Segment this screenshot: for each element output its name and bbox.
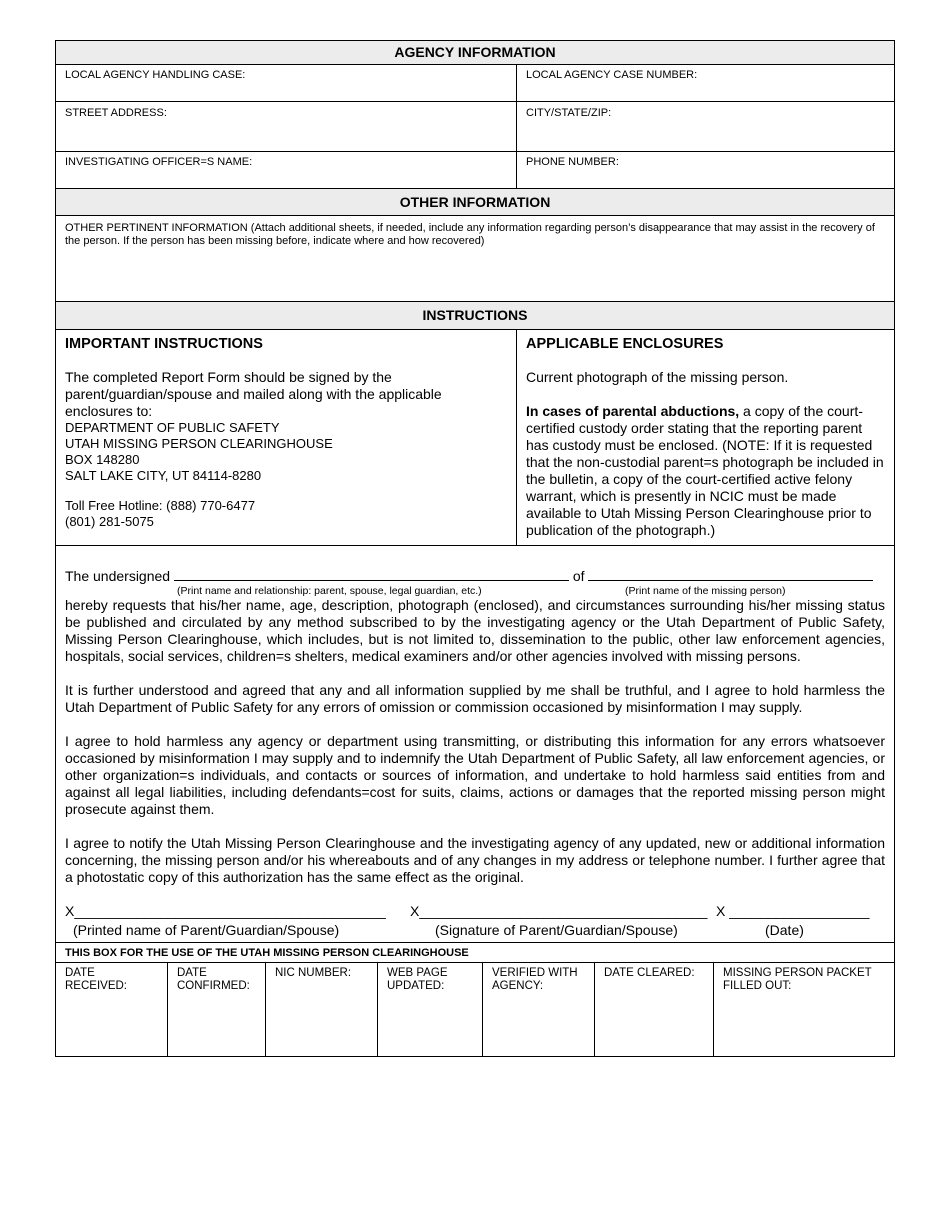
agency-header: AGENCY INFORMATION (56, 41, 894, 65)
blank-hints (65, 585, 885, 597)
signature-labels (65, 922, 885, 940)
clearinghouse-box (56, 963, 894, 1056)
undersigned-name-blank[interactable] (174, 567, 569, 581)
important-body: The completed Report Form should be signed by the parent/guardian/spouse and mailed along with the applicable enclosures to: (65, 369, 442, 419)
local-phone-text: (801) 281-5075 (65, 514, 154, 529)
authorization-section (56, 546, 894, 943)
important-instructions (56, 330, 517, 545)
address-line: UTAH MISSING PERSON CLEARINGHOUSE (65, 436, 333, 451)
date-line[interactable]: X __________________ (716, 903, 870, 919)
missing-person-form (55, 40, 895, 1057)
clearinghouse-box-title: THIS BOX FOR THE USE OF THE UTAH MISSING PERSON CLEARINGHOUSE (56, 943, 894, 963)
date-received-field[interactable]: DATE RECEIVED: (56, 963, 168, 1056)
photo-requirement: Current photograph of the missing person. (526, 369, 789, 385)
signature-label: (Signature of Parent/Guardian/Spouse) (435, 922, 678, 938)
important-title: IMPORTANT INSTRUCTIONS (65, 336, 263, 352)
missing-person-name-blank[interactable] (588, 567, 873, 581)
mailing-address (65, 420, 507, 484)
date-confirmed-field[interactable]: DATE CONFIRMED: (168, 963, 266, 1056)
parental-body-text: a copy of the court-certified custody order stating that the reporting parent has custody must be enclosed. (NOTE: If it is requested that the non-custodial parent=s photograph be included in the bulletin, a copy of the court-certified active felony warrant, which is presently in NCIC must be made available to Utah Missing Person Clearinghouse prior to publication of the photograph.) (526, 403, 884, 538)
date-label: (Date) (765, 922, 804, 938)
agency-row-2 (56, 102, 894, 152)
relationship-hint: (Print name and relationship: parent, spouse, legal guardian, etc.) (177, 585, 482, 597)
printed-name-label: (Printed name of Parent/Guardian/Spouse) (73, 922, 340, 938)
instructions-section (56, 330, 894, 546)
agency-row-1 (56, 65, 894, 102)
enclosures-title: APPLICABLE ENCLOSURES (526, 336, 724, 352)
officer-name-field[interactable]: INVESTIGATING OFFICER=S NAME: (56, 152, 517, 188)
phone-number-field[interactable]: PHONE NUMBER: (526, 156, 619, 168)
local-agency-field[interactable]: LOCAL AGENCY HANDLING CASE: (56, 65, 517, 101)
notification-paragraph: I agree to notify the Utah Missing Person Clearinghouse and the investigating agency of any updated, new or additional information concerning, the missing person and/or his whereabouts and of any changes in my address or telephone number. I further agree that a photostatic copy of this authorization has the same effect as the original. (65, 835, 885, 885)
undersigned-line (65, 546, 885, 585)
applicable-enclosures (517, 330, 894, 545)
date-cleared-field[interactable]: DATE CLEARED: (595, 963, 714, 1056)
parental-bold-text: In cases of parental abductions, (526, 403, 740, 419)
printed-name-line[interactable]: X________________________________________ (65, 903, 386, 919)
other-header: OTHER INFORMATION (56, 189, 894, 216)
agency-row-3 (56, 152, 894, 189)
signature-lines (65, 903, 885, 921)
case-number-field[interactable]: LOCAL AGENCY CASE NUMBER: (526, 69, 698, 81)
address-line: SALT LAKE CITY, UT 84114-8280 (65, 468, 262, 483)
of-label: of (572, 568, 585, 584)
signature-line[interactable]: X_____________________________________ (410, 903, 708, 919)
missing-name-hint: (Print name of the missing person) (625, 585, 786, 597)
authorization-paragraph: hereby requests that his/her name, age, description, photograph (enclosed), and circumstances surrounding his/her missing status be published and circulated by any method subscribed to by the investigating agency or the Utah Department of Public Safety, Missing Person Clearinghouse, which includes, but is not limited to, dissemination to the public, other law enforcement agencies, hospitals, social services, children=s shelters, medical examiners and/or other agencies involved with missing persons. (65, 597, 885, 664)
packet-filled-out-field[interactable]: MISSING PERSON PACKET FILLED OUT: (723, 967, 872, 992)
instructions-header: INSTRUCTIONS (56, 302, 894, 330)
parental-abduction-note (526, 403, 888, 539)
city-state-zip-field[interactable]: CITY/STATE/ZIP: (526, 107, 612, 119)
undersigned-lead: The undersigned (65, 568, 171, 584)
truthfulness-paragraph: It is further understood and agreed that any and all information supplied by me shall be truthful, and I agree to hold harmless the Utah Department of Public Safety for any errors of omission or commission occasioned by misinformation I may supply. (65, 682, 885, 715)
address-line: DEPARTMENT OF PUBLIC SAFETY (65, 420, 280, 435)
street-address-field[interactable]: STREET ADDRESS: (56, 102, 517, 151)
other-info-field[interactable]: OTHER PERTINENT INFORMATION (Attach additional sheets, if needed, include any information regarding person’s disappearance that may assist in the recovery of the person. If the person has been missing before, indicate where and how recovered) (56, 216, 894, 302)
nic-number-field[interactable]: NIC NUMBER: (266, 963, 378, 1056)
verified-with-agency-field[interactable]: VERIFIED WITH AGENCY: (483, 963, 595, 1056)
web-page-updated-field[interactable]: WEB PAGE UPDATED: (378, 963, 483, 1056)
address-line: BOX 148280 (65, 452, 140, 467)
indemnity-paragraph: I agree to hold harmless any agency or department using transmitting, or distributing this information for any errors whatsoever occasioned by misinformation I may supply and to indemnify the Utah Department of Public Safety, all law enforcement agencies, or other organization=s individuals, and contacts or sources of information, and undertake to hold harmless said entities from and against all legal liabilities, including defendants=cost for suits, claims, actions or damages that the reported missing person might prosecute against them. (65, 733, 885, 817)
hotline-text: Toll Free Hotline: (888) 770-6477 (65, 498, 256, 513)
